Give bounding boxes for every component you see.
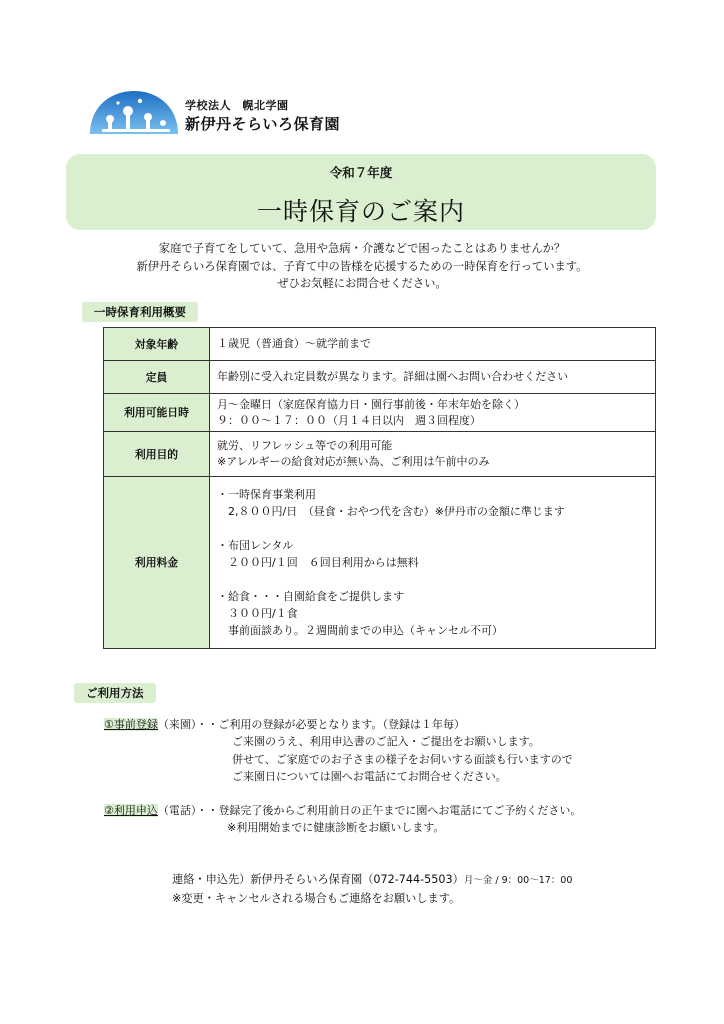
contact-line	[172, 871, 572, 890]
step2-first-line	[104, 802, 581, 820]
value-line: 年齢別に受入れ定員数が異なります。詳細は園へお問い合わせください	[217, 370, 569, 383]
row-label: 定員	[104, 361, 210, 394]
step1-line: 併せて、ご家庭でのお子さまの様子をお伺いする面談も行いますので	[232, 752, 573, 766]
step2-text: ・・登録完了後からご利用前日の正午までに園へお電話にてご予約ください。	[196, 804, 582, 817]
value-line: ９：００～１７：００（月１４日以内 週３回程度）	[217, 413, 481, 427]
value-line: 事前面談あり。２週間前までの申込（キャンセル不可）	[217, 624, 503, 637]
step2-paren: （電話）	[157, 804, 197, 817]
value-line: ・布団レンタル	[217, 539, 294, 552]
step2-details	[227, 819, 444, 837]
table-row	[104, 432, 656, 477]
step1-line: ご来園のうえ、利用申込書のご記入・ご提出をお願いします。	[232, 735, 540, 748]
table-row	[104, 361, 656, 394]
overview-heading: 一時保育利用概要	[82, 302, 198, 322]
row-value	[210, 394, 656, 432]
value-line: 2,８００円/日 （昼食・おやつ代を含む）※伊丹市の金額に準じます	[217, 505, 565, 518]
value-line: 月～金曜日（家庭保育協力日・園行事前後・年末年始を除く）	[217, 397, 525, 411]
table-row	[104, 477, 656, 649]
step2-label: ②利用申込	[104, 804, 158, 817]
value-line: ３００円/１食	[217, 607, 298, 620]
row-value	[210, 477, 656, 649]
page-title: 一時保育のご案内	[256, 197, 465, 226]
step1-text: ・・ご利用の登録が必要となります。（登録は１年毎）	[196, 718, 465, 731]
row-label: 対象年齢	[104, 328, 210, 361]
value-line: 就労、リフレッシュ等での利用可能	[217, 439, 393, 452]
value-line: ※アレルギーの給食対応が無い為、ご利用は午前中のみ	[217, 455, 490, 468]
row-value	[210, 361, 656, 394]
intro-text	[60, 240, 664, 293]
contact-main: 連絡・申込先）新伊丹そらいろ保育園（072-744-5503）	[172, 873, 464, 886]
fiscal-year: 令和７年度	[329, 165, 393, 180]
organization-type: 学校法人 幌北学園	[185, 99, 289, 112]
value-line: ・給食・・・自園給食をご提供します	[217, 590, 404, 603]
step1-label: ①事前登録	[104, 718, 158, 731]
contact-note: ※変更・キャンセルされる場合もご連絡をお願いします。	[172, 891, 461, 905]
school-name: 新伊丹そらいろ保育園	[185, 115, 341, 133]
step1-paren: （来園）	[157, 718, 197, 731]
overview-table	[103, 327, 656, 649]
contact-info	[172, 871, 572, 907]
value-line: １歳児（普通食）～就学前まで	[217, 337, 371, 350]
row-value	[210, 328, 656, 361]
step1-line: ご来園日については園へお電話にてお問合せください。	[232, 770, 507, 783]
intro-line: 新伊丹そらいろ保育園では、子育て中の皆様を応援するための一時保育を行っています。	[136, 259, 588, 273]
row-label: 利用可能日時	[104, 394, 210, 432]
contact-hours: 月～金 / 9：00～17：00	[463, 875, 573, 886]
intro-line: 家庭で子育てをしていて、急用や急病・介護などで困ったことはありませんか？	[158, 242, 566, 255]
table-row	[104, 328, 656, 361]
table-row	[104, 394, 656, 432]
row-label: 利用目的	[104, 432, 210, 477]
usage-heading: ご利用方法	[74, 683, 156, 703]
row-label: 利用料金	[104, 477, 210, 649]
intro-line: ぜひお気軽にお問合せください。	[277, 277, 447, 290]
school-logo	[88, 89, 180, 135]
value-line: ２００円/１回 ６回目利用からは無料	[217, 556, 419, 569]
step1-first-line	[104, 716, 465, 734]
step2-line: ※利用開始までに健康診断をお願いします。	[227, 821, 445, 834]
value-line: ・一時保育事業利用	[217, 488, 316, 501]
value-line	[217, 571, 648, 588]
step1-details	[232, 733, 573, 786]
value-line	[217, 520, 648, 537]
row-value	[210, 432, 656, 477]
